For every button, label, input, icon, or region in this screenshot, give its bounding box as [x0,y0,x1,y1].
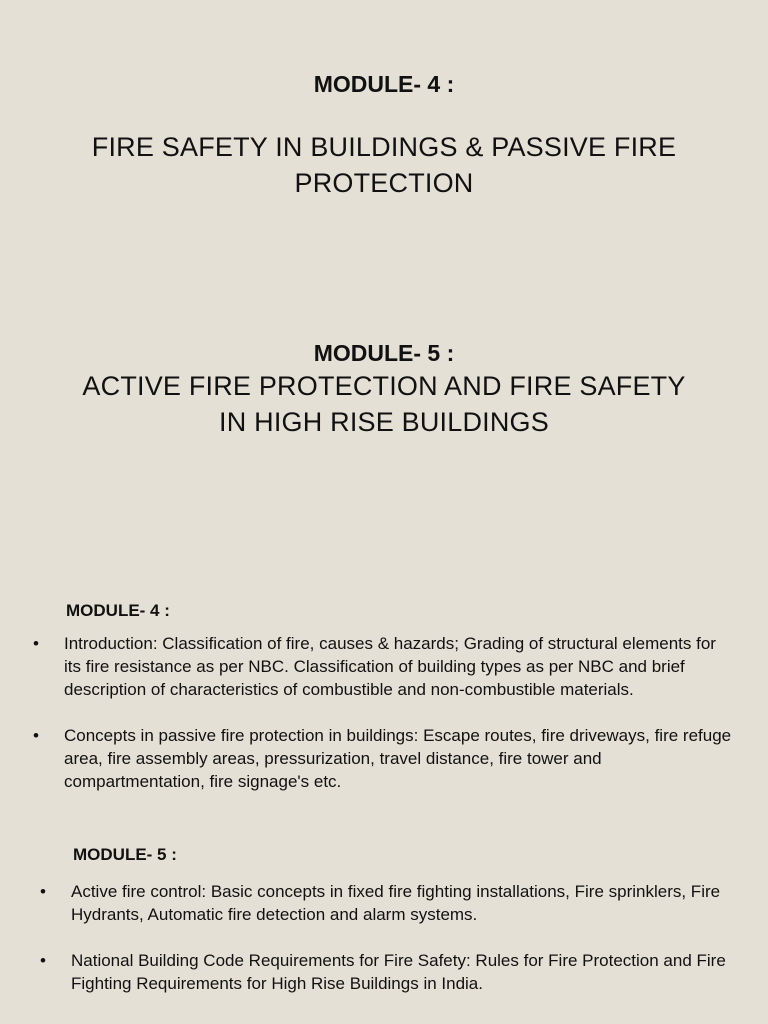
list-item-text: National Building Code Requirements for Fire Safety: Rules for Fire Protection and Fire Fighting Requirements for High Rise Buildings in India. [71,951,726,993]
list-item [40,949,741,995]
module-4-title-line-2: PROTECTION [294,168,474,198]
syllabus-module-5-list [40,880,741,995]
syllabus-module-5-heading: MODULE- 5 : [73,845,177,864]
syllabus-module-4-heading: MODULE- 4 : [66,601,170,620]
list-item-text: Active fire control: Basic concepts in fixed fire fighting installations, Fire sprinklers, Fire Hydrants, Automatic fire detection and alarm systems. [71,882,721,924]
module-5-heading: MODULE- 5 : [313,340,455,366]
bullet-icon: • [40,882,46,901]
module-5-title-line-1: ACTIVE FIRE PROTECTION AND FIRE SAFETY [82,371,686,401]
module-5-title-line-2: IN HIGH RISE BUILDINGS [219,407,549,437]
module-4-title [0,129,768,201]
bullet-icon: • [33,726,39,745]
list-item [40,880,741,926]
module-4-heading: MODULE- 4 : [313,71,455,97]
bullet-icon: • [40,951,46,970]
module-4-title-line-1: FIRE SAFETY IN BUILDINGS & PASSIVE FIRE [91,132,677,162]
list-item-text: Concepts in passive fire protection in buildings: Escape routes, fire driveways, fire refuge area, fire assembly areas, pressurization, travel distance, fire tower and compartmentation, fire signage's etc. [64,726,732,791]
list-item [33,724,734,793]
list-item [33,632,734,701]
module-5-title [0,368,768,440]
list-item-text: Introduction: Classification of fire, causes & hazards; Grading of structural elements for its fire resistance as per NBC. Classification of building types as per NBC and brief description of characteristics of combustible and non-combustible materials. [64,634,716,699]
bullet-icon: • [33,634,39,653]
syllabus-module-4-list [33,632,734,793]
